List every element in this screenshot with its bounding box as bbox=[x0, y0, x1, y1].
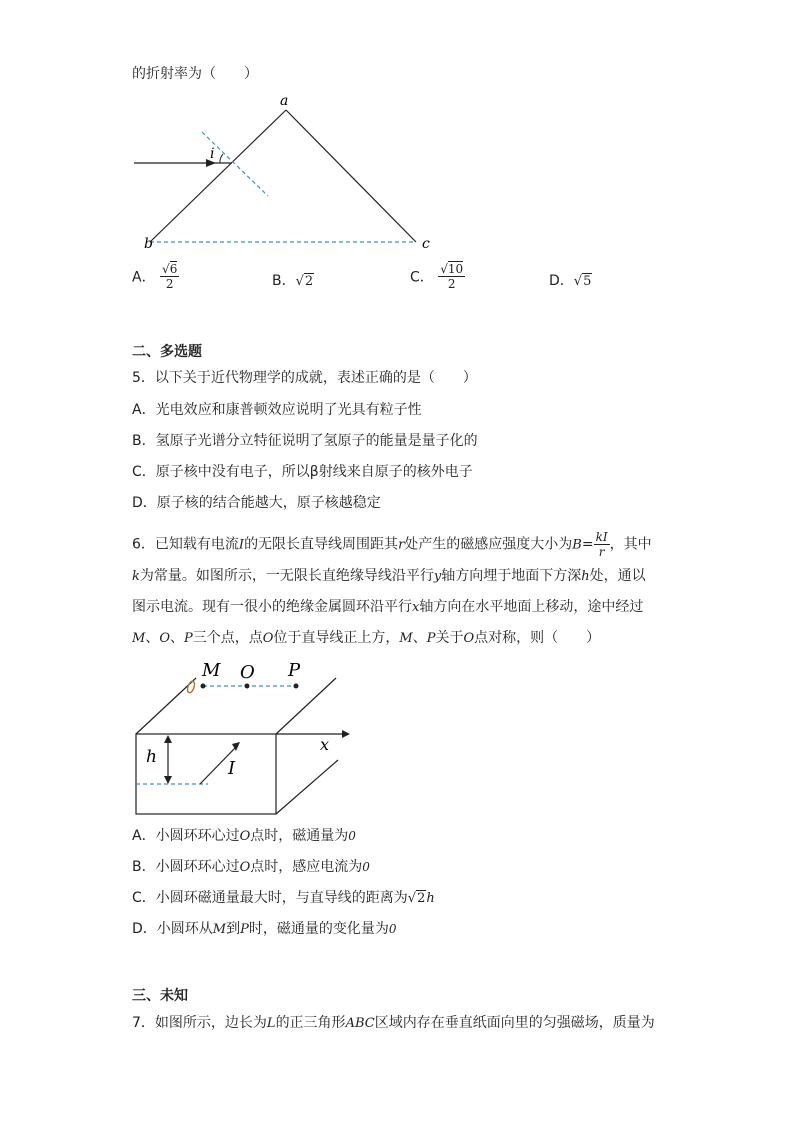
q5-stem: 5．以下关于近代物理学的成就，表述正确的是（ ） bbox=[132, 370, 477, 386]
q6-line-4: M、O、P三个点，点O位于直导线正上方，M、P关于O点对称，则（ ） bbox=[132, 630, 601, 646]
q6-line-2: k为常量。如图所示，一无限长直绝缘导线沿平行y轴方向埋于地面下方深h处，通以 bbox=[132, 568, 646, 584]
label-x: x bbox=[320, 735, 330, 754]
q6-option-b: B．小圆环环心过O点时，感应电流为0 bbox=[132, 859, 370, 875]
q6-option-c: C．小圆环磁通量最大时，与直导线的距离为√2h bbox=[132, 890, 435, 906]
q5-option-b: B．氢原子光谱分立特征说明了氢原子的能量是量子化的 bbox=[132, 433, 478, 449]
q5-option-a: A．光电效应和康普顿效应说明了光具有粒子性 bbox=[132, 402, 422, 418]
prism-side-ab bbox=[150, 110, 286, 242]
label-i: i bbox=[210, 146, 215, 162]
q4-intro: 的折射率为（ ） bbox=[132, 66, 258, 82]
q6-line-3: 图示电流。现有一很小的绝缘金属圆环沿平行x轴方向在水平地面上移动，途中经过 bbox=[132, 599, 644, 615]
point-o bbox=[245, 684, 250, 689]
label-m: M bbox=[202, 660, 221, 681]
q5-option-d: D．原子核的结合能越大，原子核越稳定 bbox=[132, 495, 381, 511]
section-2-title: 二、多选题 bbox=[132, 344, 202, 360]
q4-option-b: B．√2 bbox=[272, 273, 314, 289]
label-b: b bbox=[144, 236, 153, 252]
q6-option-d: D．小圆环从M到P时，磁通量的变化量为0 bbox=[132, 921, 397, 937]
q5-option-c: C．原子核中没有电子，所以β射线来自原子的核外电子 bbox=[132, 464, 473, 480]
metal-ring bbox=[186, 680, 196, 693]
section-3-title: 三、未知 bbox=[132, 988, 188, 1004]
point-m bbox=[201, 684, 206, 689]
label-p: P bbox=[288, 660, 301, 681]
q4-option-c: C． $\frac{√10}{2}$ bbox=[410, 262, 464, 291]
q6-option-a: A．小圆环环心过O点时，磁通量为0 bbox=[132, 828, 356, 844]
prism-figure bbox=[130, 92, 450, 260]
q6-line-1: 6．已知载有电流I的无限长直导线周围距其r处产生的磁感应强度大小为B= $\frac{kI}{r}$ ，其中 bbox=[132, 530, 652, 559]
q7-stem: 7．如图所示，边长为L的正三角形ABC区域内存在垂直纸面向里的匀强磁场，质量为 bbox=[132, 1015, 655, 1031]
prism-side-ac bbox=[286, 110, 416, 242]
wire-figure bbox=[128, 656, 353, 818]
angle-arc bbox=[220, 154, 223, 163]
point-p bbox=[294, 684, 299, 689]
label-h: h bbox=[146, 747, 157, 767]
label-a: a bbox=[280, 93, 289, 109]
label-c: c bbox=[422, 236, 430, 252]
box-front-face bbox=[136, 734, 276, 814]
label-i: I bbox=[228, 758, 236, 779]
q4-option-d: D．√5 bbox=[549, 273, 592, 289]
q4-option-a: A． $\frac{√6}{2}$ bbox=[132, 262, 178, 291]
label-o: O bbox=[240, 662, 255, 683]
